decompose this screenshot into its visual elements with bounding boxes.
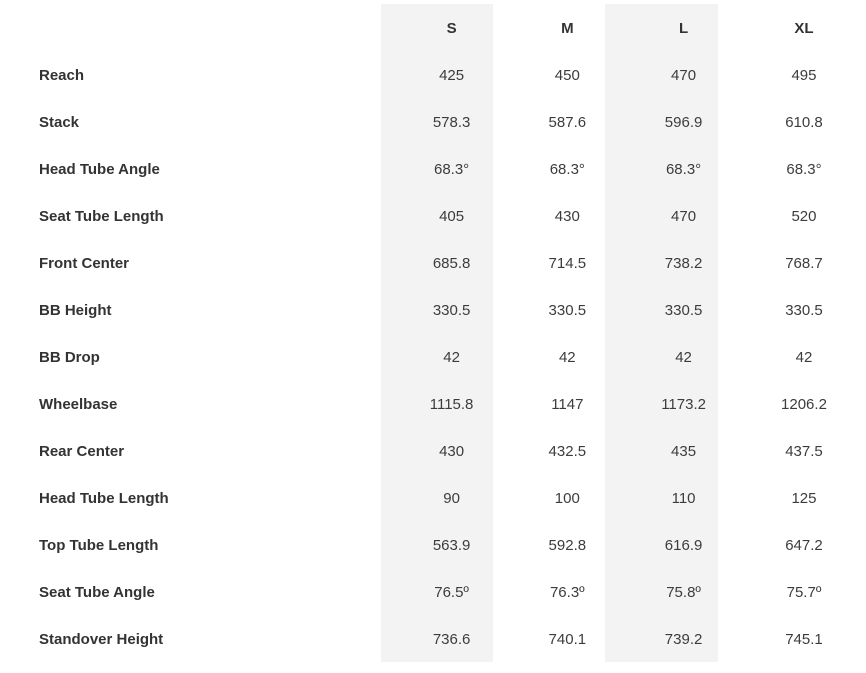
row-label: Reach <box>39 67 85 84</box>
table-cell: 330.5 <box>664 302 703 319</box>
table-cell: 616.9 <box>664 537 703 554</box>
table-cell: 610.8 <box>785 114 823 131</box>
row-label: BB Height <box>39 302 112 319</box>
table-cell: 736.6 <box>432 631 471 648</box>
table-cell: 42 <box>558 349 576 366</box>
table-cell: 520 <box>791 208 817 225</box>
table-cell: 330.5 <box>432 302 471 319</box>
table-row <box>0 381 866 428</box>
table-cell: 432.5 <box>548 443 587 460</box>
table-row <box>0 99 866 146</box>
table-cell: 685.8 <box>432 255 471 272</box>
table-cell: 430 <box>439 443 465 460</box>
table-cell: 647.2 <box>785 537 823 554</box>
table-cell: 430 <box>554 208 580 225</box>
table-cell: 437.5 <box>785 443 823 460</box>
table-cell: 1173.2 <box>661 396 706 413</box>
table-cell: 75.7º <box>786 584 822 601</box>
column-header-s: S <box>446 19 457 37</box>
table-row <box>0 287 866 334</box>
table-cell: 76.3º <box>549 584 585 601</box>
table-row <box>0 616 866 663</box>
table-cell: 110 <box>671 490 696 507</box>
table-cell: 75.8º <box>666 584 701 601</box>
table-cell: 42 <box>443 349 460 366</box>
table-row <box>0 475 866 522</box>
row-label: Rear Center <box>39 443 125 460</box>
table-cell: 76.5º <box>434 584 469 601</box>
row-label: Head Tube Angle <box>39 161 160 178</box>
row-label: Front Center <box>39 255 129 272</box>
table-cell: 738.2 <box>664 255 703 272</box>
table-cell: 330.5 <box>548 302 587 319</box>
row-label: BB Drop <box>39 349 100 366</box>
table-row <box>0 146 866 193</box>
table-row <box>0 522 866 569</box>
table-cell: 405 <box>439 208 465 225</box>
row-label: Seat Tube Angle <box>39 584 155 601</box>
table-cell: 450 <box>554 67 580 84</box>
column-header-xl: XL <box>794 19 814 37</box>
table-cell: 68.3° <box>665 161 702 178</box>
table-cell: 563.9 <box>432 537 471 554</box>
table-row <box>0 52 866 99</box>
table-cell: 745.1 <box>785 631 823 648</box>
column-header-m: M <box>561 19 574 37</box>
table-cell: 1147 <box>551 396 584 413</box>
table-cell: 740.1 <box>548 631 587 648</box>
table-cell: 470 <box>671 67 697 84</box>
column-header-l: L <box>678 19 689 37</box>
header-corner <box>0 4 394 52</box>
table-cell: 1115.8 <box>429 396 474 413</box>
table-cell: 125 <box>791 490 817 507</box>
table-cell: 592.8 <box>548 537 587 554</box>
table-row <box>0 428 866 475</box>
table-cell: 100 <box>554 490 580 507</box>
table-cell: 587.6 <box>548 114 587 131</box>
header-row <box>0 4 866 52</box>
table-cell: 578.3 <box>432 114 471 131</box>
table-row <box>0 334 866 381</box>
row-label: Standover Height <box>39 631 164 648</box>
row-label: Top Tube Length <box>39 537 159 554</box>
table-cell: 1206.2 <box>781 396 827 413</box>
row-label: Stack <box>39 114 80 131</box>
geometry-table <box>0 4 866 663</box>
table-cell: 495 <box>791 67 817 84</box>
row-label: Wheelbase <box>39 396 118 413</box>
table-cell: 768.7 <box>785 255 823 272</box>
row-label: Head Tube Length <box>39 490 169 507</box>
table-cell: 68.3° <box>549 161 585 178</box>
table-row <box>0 569 866 616</box>
table-cell: 330.5 <box>785 302 823 319</box>
table-cell: 435 <box>671 443 697 460</box>
row-label: Seat Tube Length <box>39 208 164 225</box>
table-cell: 470 <box>671 208 697 225</box>
table-cell: 42 <box>795 349 813 366</box>
table-cell: 68.3° <box>433 161 470 178</box>
table-cell: 68.3° <box>786 161 822 178</box>
table-cell: 739.2 <box>664 631 703 648</box>
table-cell: 714.5 <box>548 255 587 272</box>
table-row <box>0 193 866 240</box>
table-cell: 42 <box>675 349 692 366</box>
table-cell: 596.9 <box>664 114 703 131</box>
table-cell: 425 <box>439 67 465 84</box>
table-row <box>0 240 866 287</box>
table-cell: 90 <box>443 490 460 507</box>
